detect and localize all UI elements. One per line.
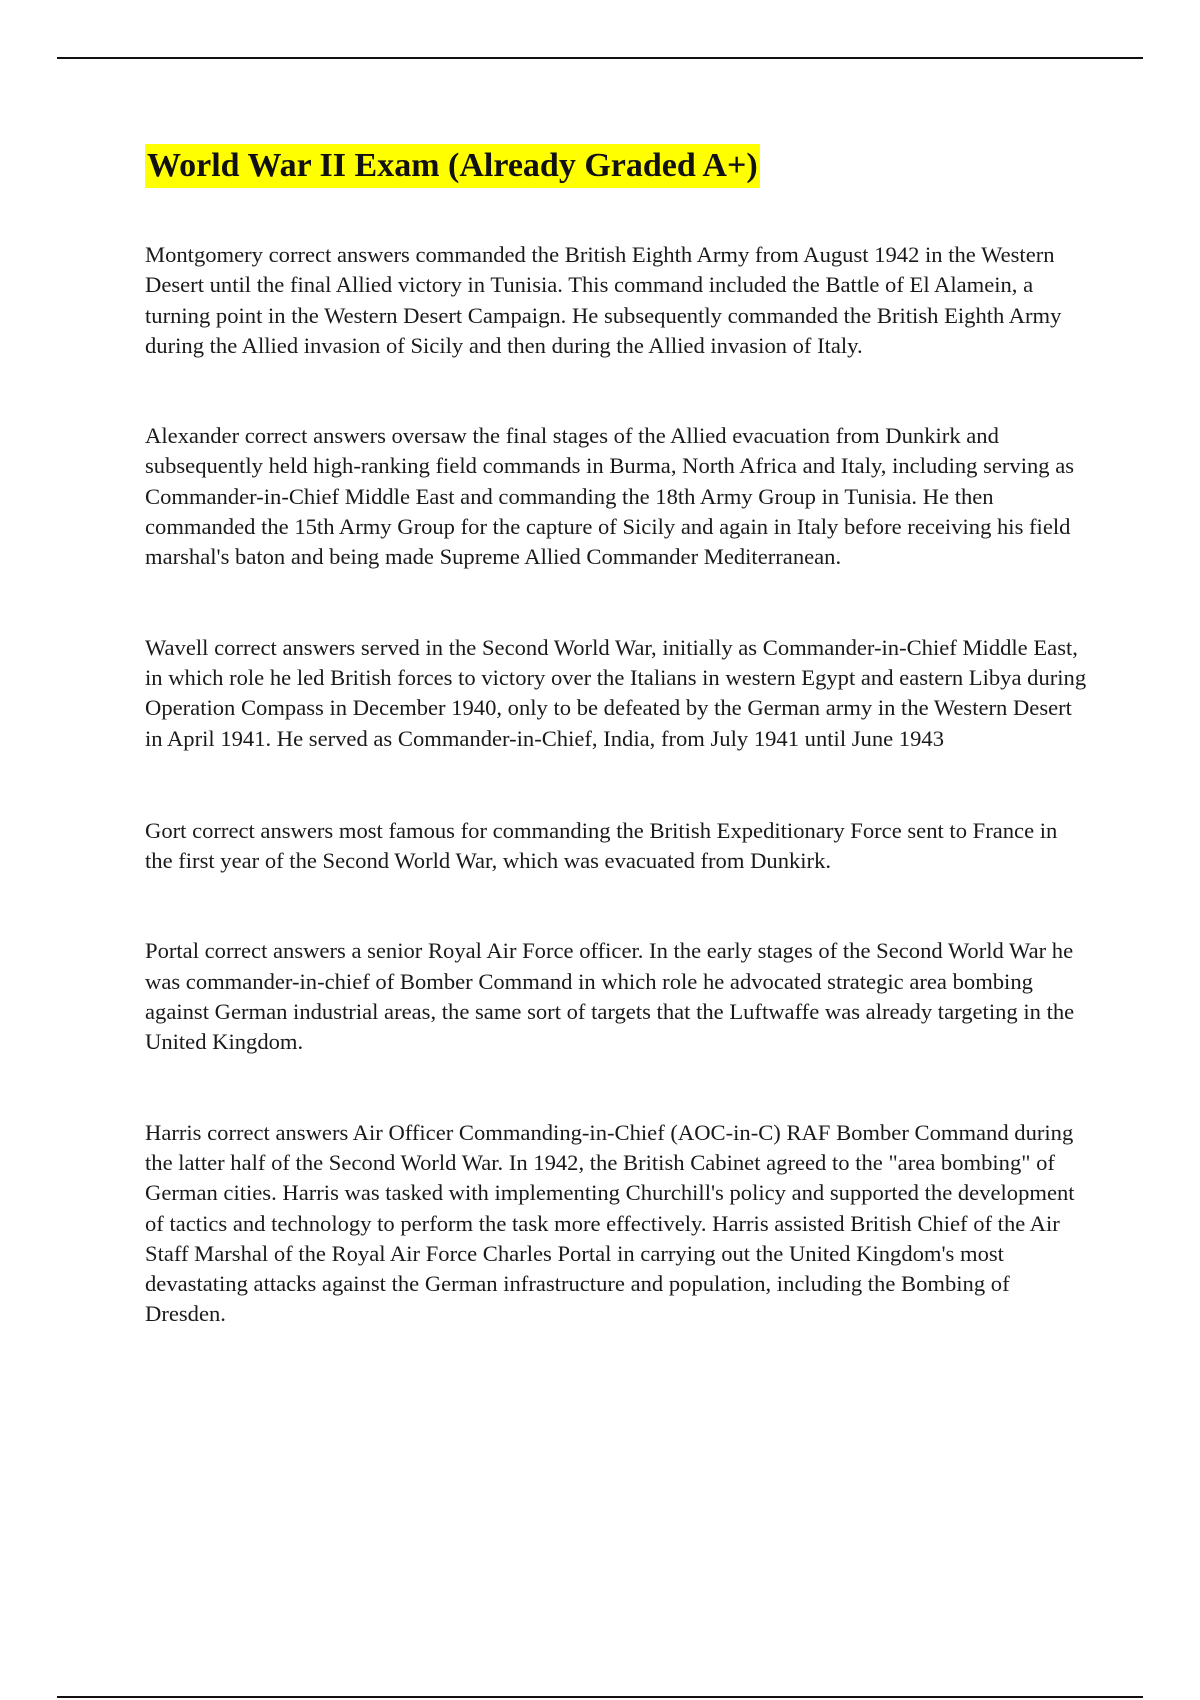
entry-answer: served in the Second World War, initially as Commander-in-Chief Middle East, in which role he led British forces to victory over the Italians in western Egypt and eastern Libya during Operation Compass in December 1940, only to be defeated by the German army in the Western Desert in April 1941. He served as Commander-in-Chief, India, from July 1941 until June 1943 (145, 634, 1087, 751)
entry-answer: Air Officer Commanding-in-Chief (AOC-in-C) RAF Bomber Command during the latter half of the Second World War. In 1942, the British Cabinet agreed to the "area bombing" of German cities. Harris was tasked with implementing Churchill's policy and supported the development of tactics and technology to perform the task more effectively. Harris assisted British Chief of the Air Staff Marshal of the Royal Air Force Charles Portal in carrying out the United Kingdom's most devastating attacks against the German infrastructure and population, including the Bombing of Dresden. (145, 1119, 1075, 1327)
qa-entries (145, 240, 1090, 1330)
qa-entry (145, 421, 1090, 572)
entry-term: Alexander (145, 423, 240, 449)
title-container (145, 144, 760, 188)
entry-separator: correct answers (207, 1119, 349, 1145)
entry-term: Gort (145, 817, 187, 843)
entry-separator: correct answers (244, 423, 386, 449)
entry-separator: correct answers (268, 242, 410, 267)
document-title: World War II Exam (Already Graded A+) (145, 144, 760, 188)
entry-separator: correct answers (204, 938, 346, 964)
qa-entry (145, 816, 1090, 877)
entry-term: Portal (145, 938, 199, 964)
entry-answer: most famous for commanding the British Expeditionary Force sent to France in the first year of the Second World War, which was evacuated from Dunkirk. (145, 817, 1058, 874)
qa-entry (145, 936, 1090, 1057)
qa-entry (145, 1118, 1090, 1330)
entry-term: Montgomery (145, 242, 263, 267)
entry-answer: commanded the British Eighth Army from August 1942 in the Western Desert until the final Allied victory in Tunisia. This command included the Battle of El Alamein, a turning point in the Western Desert Campaign. He subsequently commanded the British Eighth Army during the Allied invasion of Sicily and then during the Allied invasion of Italy. (145, 242, 1062, 358)
entry-term: Wavell (145, 634, 209, 660)
entry-answer: oversaw the final stages of the Allied evacuation from Dunkirk and subsequently held high-ranking field commands in Burma, North Africa and Italy, including serving as Commander-in-Chief Middle East and commanding the 18th Army Group in Tunisia. He then commanded the 15th Army Group for the capture of Sicily and again in Italy before receiving his field marshal's baton and being made Supreme Allied Commander Mediterranean. (145, 423, 1075, 570)
entry-term: Harris (145, 1119, 202, 1145)
entry-separator: correct answers (214, 634, 356, 660)
qa-entry (145, 633, 1090, 754)
page-top-rule (57, 57, 1143, 59)
entry-answer: a senior Royal Air Force officer. In the early stages of the Second World War he was commander-in-chief of Bomber Command in which role he advocated strategic area bombing against German industrial areas, the same sort of targets that the Luftwaffe was already targeting in the United Kingdom. (145, 938, 1075, 1055)
entry-separator: correct answers (192, 817, 334, 843)
page-bottom-rule (57, 1696, 1143, 1698)
qa-entry (145, 240, 1090, 361)
